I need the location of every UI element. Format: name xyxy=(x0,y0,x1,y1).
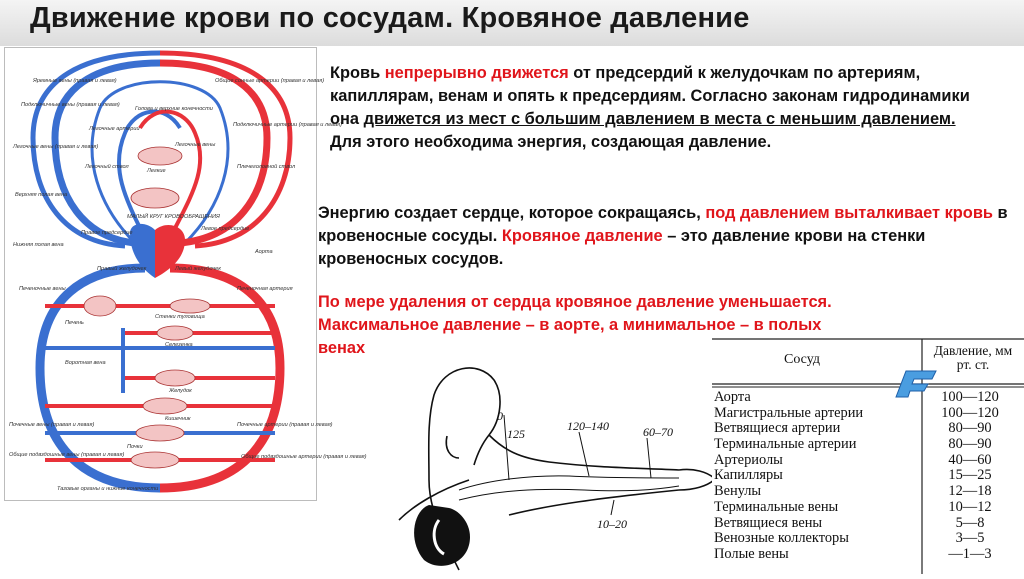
label-right-atrium: Правое предсердие xyxy=(81,230,133,236)
title-bar xyxy=(0,0,1024,46)
p2-highlight-pushes: под давлением выталкивает кровь xyxy=(705,204,993,222)
arm-label-60-70: 60–70 xyxy=(643,425,673,439)
row-name: Венулы xyxy=(714,483,762,500)
marker-10-20 xyxy=(611,500,614,515)
capillary-intestine xyxy=(143,398,187,414)
pressure-table xyxy=(712,338,1024,574)
label-left-ventricle: Левый желудочек xyxy=(175,266,221,272)
row-value: 5—8 xyxy=(955,514,985,531)
arm-label-120-140: 120–140 xyxy=(567,419,609,433)
row-name: Терминальные вены xyxy=(714,498,839,515)
label-aorta: Аорта xyxy=(255,249,273,255)
arm-lower-outline xyxy=(509,490,679,515)
label-renal-veins: Почечные вены (правая и левая) xyxy=(9,422,95,428)
artery-line xyxy=(459,476,679,490)
p1-text-c: от предсердий к желудочкам по артериям, капиллярам, венам и опять к предсердиям. Согласно законам гидродинамики она xyxy=(330,64,970,128)
arm-label-125: 125 xyxy=(507,427,525,441)
row-value: —1—3 xyxy=(948,545,992,562)
ear-outline xyxy=(446,436,459,458)
arm-label-zero: 0 xyxy=(497,409,503,423)
table-row xyxy=(712,546,1024,562)
label-svc: Верхняя полая вена xyxy=(15,192,68,198)
label-renal-arteries: Почечные артерии (правая и левая) xyxy=(237,422,333,428)
row-value: 3—5 xyxy=(955,530,985,547)
label-pulmonary-trunk: Легочный ствол xyxy=(85,164,129,170)
p2-text-c: в кровеносные сосуды. xyxy=(318,204,1008,245)
capillary-lungs xyxy=(131,188,179,208)
label-pulmonary-circulation: МАЛЫЙ КРУГ КРОВООБРАЩЕНИЯ xyxy=(127,214,220,220)
row-name: Капилляры xyxy=(714,467,783,484)
label-head-limbs: Голова и верхние конечности xyxy=(135,106,213,112)
label-lungs: Легкие xyxy=(147,168,166,174)
label-pelvic-organs: Тазовые органы и нижние конечности xyxy=(57,486,159,492)
table-header-pressure xyxy=(928,344,1018,372)
hand-outline xyxy=(679,469,714,490)
p1-underlined-pressure: движется из мест с большим давлением в места с меньшим давлением. xyxy=(363,110,956,128)
table-row xyxy=(712,389,1024,405)
paragraph-blood-flow xyxy=(330,62,990,154)
arm-label-10-20: 10–20 xyxy=(597,517,627,531)
table-row xyxy=(712,515,1024,531)
table-row xyxy=(712,467,1024,483)
label-liver: Печень xyxy=(65,320,84,326)
row-value: 100—120 xyxy=(941,389,999,405)
label-subclavian-arteries: Подключичные артерии (правая и левая) xyxy=(233,122,342,128)
table-header-pressure-line1: Давление, мм xyxy=(933,343,1013,358)
table-row xyxy=(712,405,1024,421)
table-row xyxy=(712,420,1024,436)
label-subclavian-veins: Подключичные вены (правая и левая) xyxy=(21,102,120,108)
p3-line-3: венах xyxy=(318,339,366,357)
row-value: 40—60 xyxy=(948,451,992,468)
table-header-pressure-line2: рт. ст. xyxy=(956,357,990,372)
table-row xyxy=(712,530,1024,546)
paragraph-heart-energy xyxy=(318,202,1008,271)
capillary-pelvis xyxy=(131,452,179,468)
heart-pump xyxy=(414,505,470,566)
capillary-head xyxy=(138,147,182,165)
label-pulmonary-veins-lr: Легочные вены (правая и левая) xyxy=(13,144,99,150)
p2-highlight-blood-pressure: Кровяное давление xyxy=(501,227,663,245)
label-hepatic-artery: Печеночная артерия xyxy=(237,286,293,292)
label-pulmonary-arteries: Легочные артерии xyxy=(89,126,140,132)
row-value: 100—120 xyxy=(941,404,999,421)
capillary-kidneys xyxy=(136,425,184,441)
row-name: Полые вены xyxy=(714,545,789,562)
row-value: 15—25 xyxy=(948,467,992,484)
arm-pressure-illustration xyxy=(389,340,719,574)
label-spleen: Селезенка xyxy=(165,342,193,348)
row-name: Аорта xyxy=(714,389,751,405)
p1-highlight-continuous: непрерывно движется xyxy=(384,64,569,82)
label-stomach: Желудок xyxy=(169,388,192,394)
row-name: Магистральные артерии xyxy=(714,404,864,421)
label-carotids: Общие сонные артерии (правая и левая) xyxy=(215,78,325,84)
row-name: Артериолы xyxy=(714,451,783,468)
capillary-stomach xyxy=(155,370,195,386)
table-row xyxy=(712,436,1024,452)
label-right-ventricle: Правый желудочек xyxy=(97,266,147,272)
capillary-spleen xyxy=(157,326,193,340)
row-name: Ветвящиеся вены xyxy=(714,514,823,531)
row-value: 12—18 xyxy=(948,483,992,500)
table-row xyxy=(712,499,1024,515)
row-value: 80—90 xyxy=(948,436,992,453)
label-ivc: Нижняя полая вена xyxy=(13,242,64,248)
table-header-vessel: Сосуд xyxy=(784,352,820,367)
label-iliac-veins: Общие подвздошные вены (правая и левая) xyxy=(9,452,125,458)
capillary-liver xyxy=(84,296,116,316)
p1-text-a: Кровь xyxy=(330,64,385,82)
label-intestine: Кишечник xyxy=(165,416,191,422)
row-value: 10—12 xyxy=(948,498,992,515)
label-left-atrium: Левое предсердие xyxy=(201,226,250,232)
row-value: 80—90 xyxy=(948,420,992,437)
label-pulmonary-veins: Легочные вены xyxy=(175,142,216,148)
capillary-trunk xyxy=(170,299,210,313)
row-name: Терминальные артерии xyxy=(714,436,857,453)
p3-line-1: По мере удаления от сердца кровяное давление уменьшается. xyxy=(318,293,832,311)
p1-text-e: Для этого необходима энергия, создающая давление. xyxy=(330,133,772,151)
label-trunk-walls: Стенки туловища xyxy=(155,314,205,320)
table-rows xyxy=(712,389,1024,562)
p2-text-e: – это давление крови на стенки кровеносных сосудов. xyxy=(318,227,926,268)
label-iliac-arteries: Общие подвздошные артерии (правая и левая) xyxy=(241,454,367,460)
arm-svg xyxy=(389,340,719,574)
label-brachiocephalic: Плечеголовной ствол xyxy=(237,164,296,170)
row-name: Венозные коллекторы xyxy=(714,530,849,547)
label-hepatic-veins: Печеночные вены xyxy=(19,286,66,292)
label-kidneys: Почки xyxy=(127,444,143,450)
marker-120-140 xyxy=(579,432,589,476)
p2-text-a: Энергию создает сердце, которое сокращаясь, xyxy=(318,204,706,222)
table-row xyxy=(712,483,1024,499)
marker-60-70 xyxy=(647,438,651,478)
slide-title: Движение крови по сосудам. Кровяное давление xyxy=(30,2,750,34)
label-portal-vein: Воротная вена xyxy=(65,360,106,366)
table-row xyxy=(712,452,1024,468)
p3-line-2: Максимальное давление – в аорте, а минимальное – в полых xyxy=(318,316,822,334)
row-name: Ветвящиеся артерии xyxy=(714,420,841,437)
label-jugular: Яремные вены (правая и левая) xyxy=(33,78,117,84)
